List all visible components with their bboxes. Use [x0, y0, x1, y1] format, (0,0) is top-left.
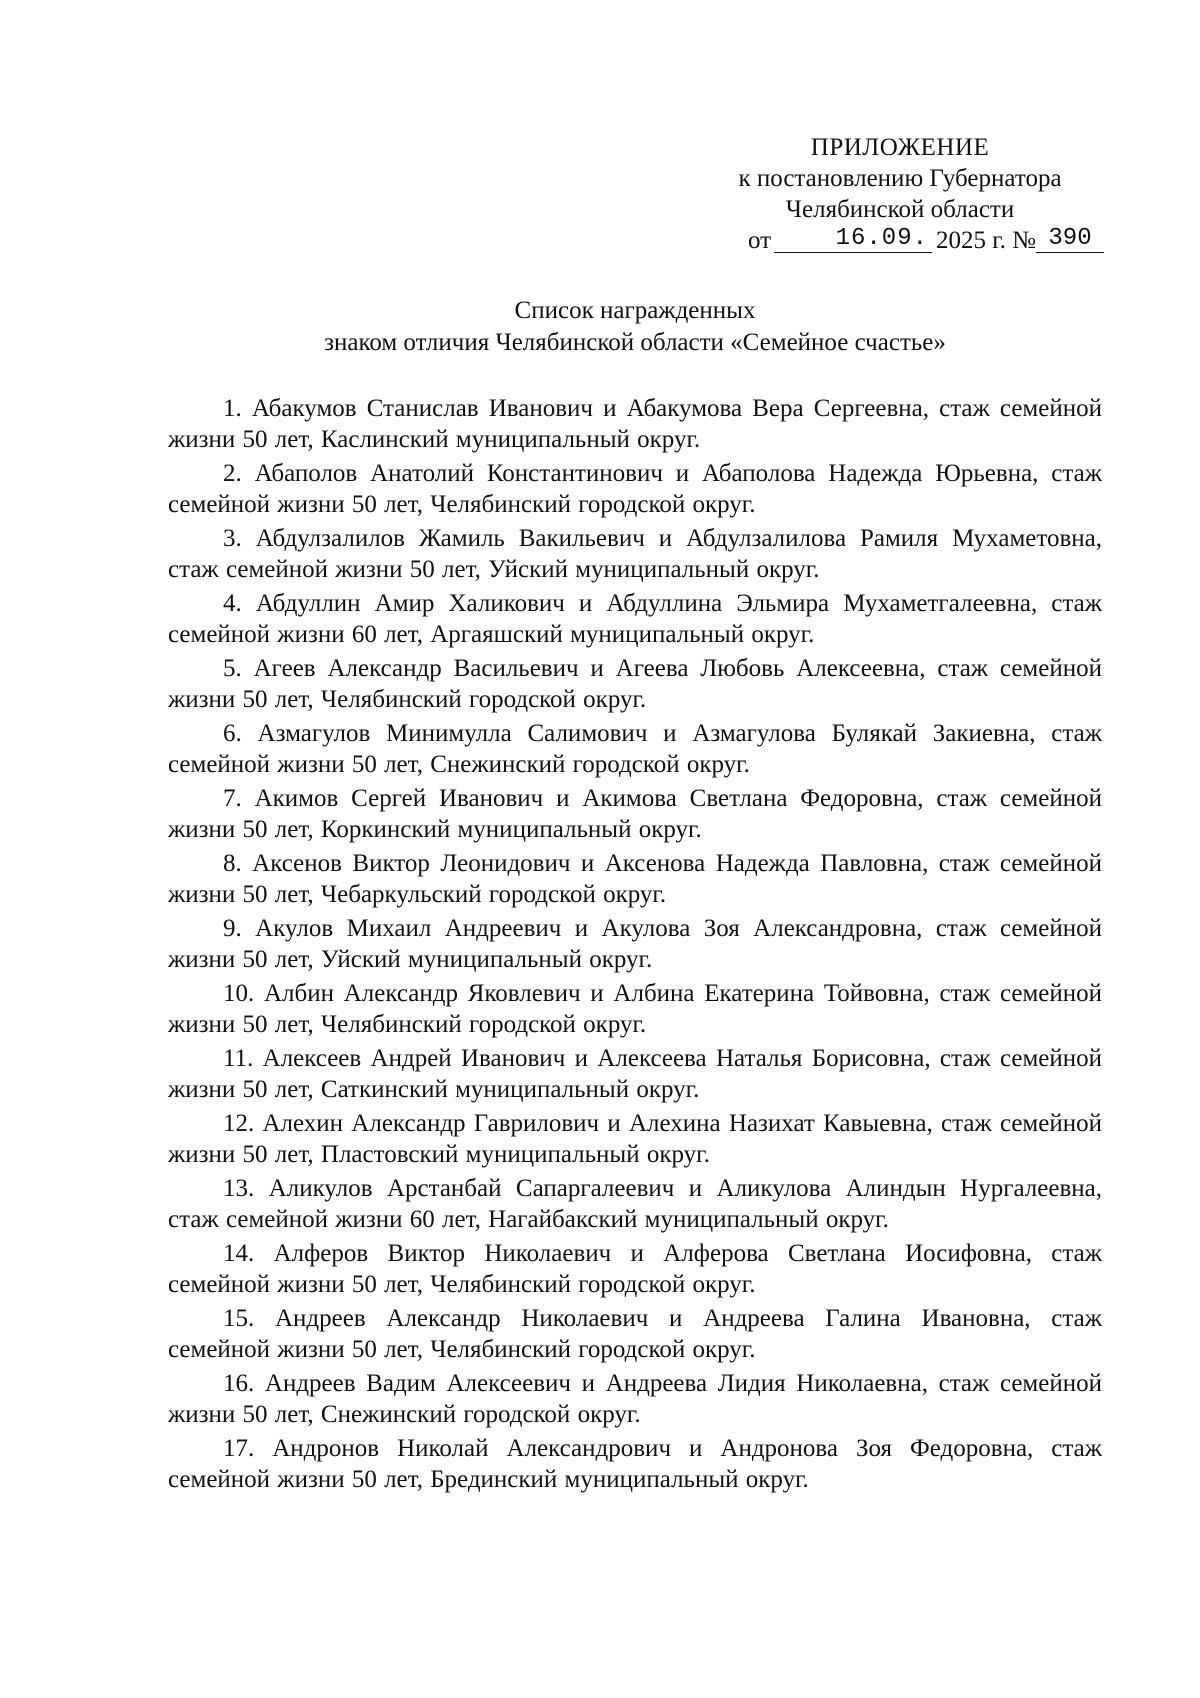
list-title: [170, 295, 1100, 359]
list-item: 4. Абдуллин Амир Халикович и Абдуллина Эльмира Мухаметгалеевна, стаж семейной жизни 60 лет, Аргаяшский муниципальный округ.: [168, 590, 1102, 648]
list-item: 2. Абаполов Анатолий Константинович и Абаполова Надежда Юрьевна, стаж семейной жизни 50 лет, Челябинский городской округ.: [168, 460, 1102, 518]
list-item: 11. Алексеев Андрей Иванович и Алексеева Наталья Борисовна, стаж семейной жизни 50 лет, Саткинский муниципальный округ.: [168, 1045, 1102, 1103]
from-label: от: [748, 227, 772, 254]
appendix-date-number-line: [690, 225, 1110, 259]
list-title-line-1: Список награжденных: [514, 297, 756, 324]
list-item: 5. Агеев Александр Васильевич и Агеева Любовь Алексеевна, стаж семейной жизни 50 лет, Челябинский городской округ.: [168, 655, 1102, 713]
list-item: 7. Акимов Сергей Иванович и Акимова Светлана Федоровна, стаж семейной жизни 50 лет, Коркинский муниципальный округ.: [168, 785, 1102, 843]
year-number-label: 2025 г. №: [936, 227, 1037, 254]
list-item: 15. Андреев Александр Николаевич и Андреева Галина Ивановна, стаж семейной жизни 50 лет, Челябинский городской округ.: [168, 1305, 1102, 1363]
list-item: 6. Азмагулов Минимулла Салимович и Азмагулова Булякай Закиевна, стаж семейной жизни 50 лет, Снежинский городской округ.: [168, 720, 1102, 778]
list-item: 10. Албин Александр Яковлевич и Албина Екатерина Тойвовна, стаж семейной жизни 50 лет, Челябинский городской округ.: [168, 980, 1102, 1038]
list-item: 12. Алехин Александр Гаврилович и Алехина Назихат Кавыевна, стаж семейной жизни 50 лет, Пластовский муниципальный округ.: [168, 1110, 1102, 1168]
list-item: 13. Аликулов Арстанбай Сапаргалеевич и Аликулова Алиндын Нургалеевна, стаж семейной жизни 60 лет, Нагайбакский муниципальный округ.: [168, 1175, 1102, 1233]
list-title-line-2: знаком отличия Челябинской области «Семейное счастье»: [324, 329, 946, 356]
awardees-list: [168, 393, 1102, 1498]
list-item: 9. Акулов Михаил Андреевич и Акулова Зоя Александровна, стаж семейной жизни 50 лет, Уйский муниципальный округ.: [168, 915, 1102, 973]
list-item: 14. Алферов Виктор Николаевич и Алферова Светлана Иосифовна, стаж семейной жизни 50 лет, Челябинский городской округ.: [168, 1240, 1102, 1298]
list-item: 8. Аксенов Виктор Леонидович и Аксенова Надежда Павловна, стаж семейной жизни 50 лет, Чебаркульский городской округ.: [168, 850, 1102, 908]
appendix-title: ПРИЛОЖЕНИЕ: [810, 134, 990, 161]
resolution-number: 390: [1036, 223, 1104, 253]
list-item: 17. Андронов Николай Александрович и Андронова Зоя Федоровна, стаж семейной жизни 50 лет, Брединский муниципальный округ.: [168, 1435, 1102, 1493]
appendix-region-line: Челябинской области: [785, 196, 1015, 223]
list-item: 1. Абакумов Станислав Иванович и Абакумова Вера Сергеевна, стаж семейной жизни 50 лет, Каслинский муниципальный округ.: [168, 395, 1102, 453]
list-item: 16. Андреев Вадим Алексеевич и Андреева Лидия Николаевна, стаж семейной жизни 50 лет, Снежинский городской округ.: [168, 1370, 1102, 1428]
appendix-header: [690, 132, 1110, 259]
appendix-resolution-line: к постановлению Губернатора: [738, 165, 1062, 192]
resolution-date: 16.09.: [774, 223, 932, 253]
list-item: 3. Абдулзалилов Жамиль Вакильевич и Абдулзалилова Рамиля Мухаметовна, стаж семейной жизни 50 лет, Уйский муниципальный округ.: [168, 525, 1102, 583]
